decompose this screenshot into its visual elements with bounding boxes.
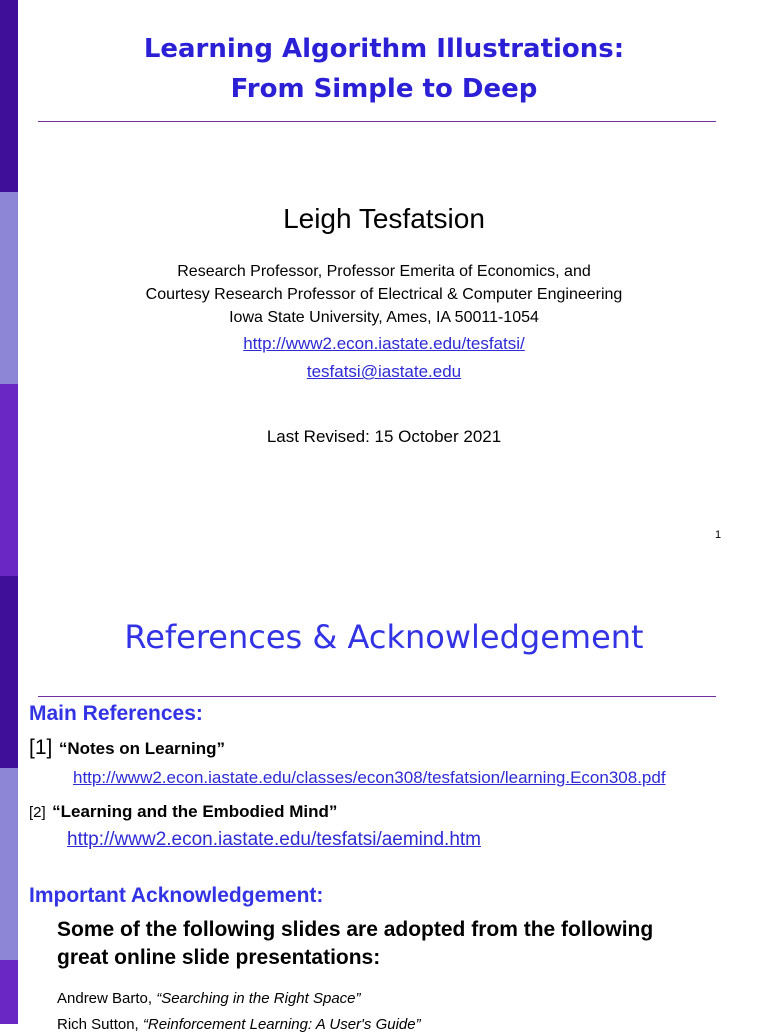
main-references-heading: Main References:	[29, 702, 203, 725]
author-name: Leigh Tesfatsion	[283, 203, 485, 234]
reference-number: [2]	[29, 804, 46, 821]
credit-title: “Searching in the Right Space”	[156, 990, 361, 1007]
acknowledgement-text-line-1: Some of the following slides are adopted from the following	[57, 918, 654, 941]
credit-title: “Reinforcement Learning: A User's Guide”	[142, 1016, 421, 1033]
affiliation-line-3: Iowa State University, Ames, IA 50011-1054	[229, 309, 539, 326]
reference-title: “Notes on Learning”	[58, 739, 226, 758]
reference-2	[29, 802, 337, 822]
title-divider	[38, 121, 716, 122]
slide-title-line-2: From Simple to Deep	[230, 74, 538, 104]
last-revised: Last Revised: 15 October 2021	[266, 427, 502, 446]
slide-2	[0, 576, 768, 1033]
reference-title: “Learning and the Embodied Mind”	[52, 802, 338, 821]
credit-author: Andrew Barto,	[57, 990, 157, 1007]
slide-title-line-1: Learning Algorithm Illustrations:	[143, 34, 625, 64]
email-link[interactable]: tesfatsi@iastate.edu	[306, 362, 462, 381]
reference-2-link[interactable]: http://www2.econ.iastate.edu/tesfatsi/aemind.htm	[67, 829, 481, 850]
affiliation-line-1: Research Professor, Professor Emerita of Economics, and	[177, 263, 591, 280]
acknowledgement-text-line-2: great online slide presentations:	[57, 946, 381, 969]
acknowledgement-heading: Important Acknowledgement:	[29, 884, 324, 907]
homepage-link[interactable]: http://www2.econ.iastate.edu/tesfatsi/	[243, 334, 525, 353]
affiliation-line-2: Courtesy Research Professor of Electrical & Computer Engineering	[145, 286, 623, 303]
credit-author: Rich Sutton,	[57, 1016, 143, 1033]
credit-2	[57, 1016, 421, 1033]
slide-title: References & Acknowledgement	[124, 618, 644, 656]
title-divider	[38, 696, 716, 697]
reference-number: [1]	[29, 736, 53, 759]
reference-1-link[interactable]: http://www2.econ.iastate.edu/classes/econ308/tesfatsion/learning.Econ308.pdf	[73, 768, 666, 787]
page-number: 1	[715, 529, 722, 541]
credit-1	[57, 990, 361, 1007]
reference-1	[29, 736, 225, 760]
